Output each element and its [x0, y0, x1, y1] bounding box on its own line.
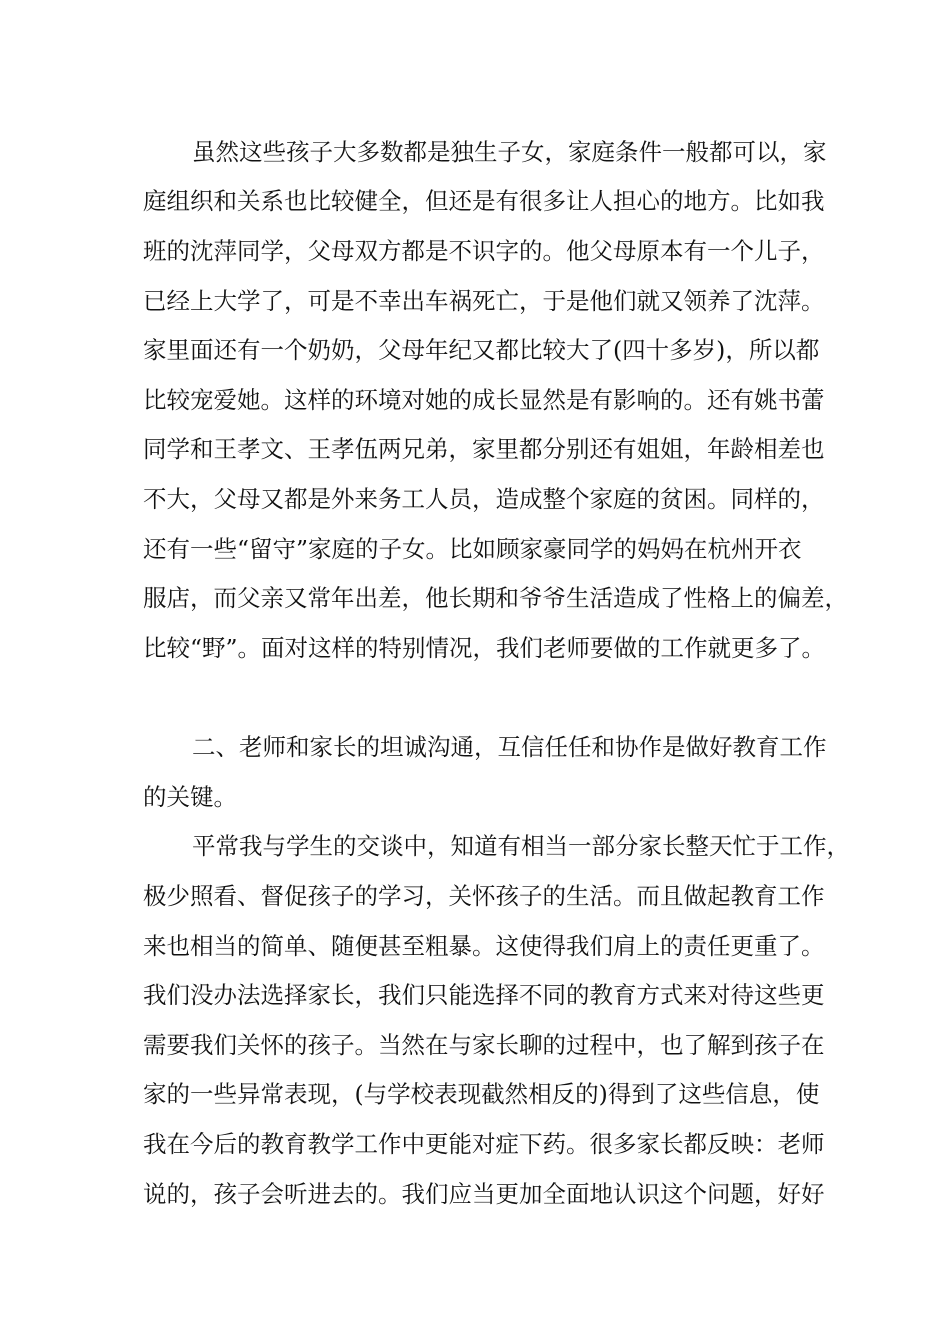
section-heading-line: 二、老师和家长的坦诚沟通，互信任任和协作是做好教育工作 — [192, 733, 827, 761]
paragraph-2-line: 需要我们关怀的孩子。当然在与家长聊的过程中，也了解到孩子在 — [143, 1031, 825, 1059]
paragraph-1-line: 比较宠爱她。这样的环境对她的成长显然是有影响的。还有姚书蕾 — [143, 386, 825, 414]
paragraph-1-line: 同学和王孝文、王孝伍两兄弟，家里都分别还有姐姐，年龄相差也 — [143, 435, 825, 463]
paragraph-1-line: 庭组织和关系也比较健全，但还是有很多让人担心的地方。比如我 — [143, 187, 825, 215]
section-heading-line: 的关键。 — [143, 783, 237, 811]
paragraph-1-line: 服店，而父亲又常年出差，他长期和爷爷生活造成了性格上的偏差， — [143, 584, 848, 612]
paragraph-2-line: 平常我与学生的交谈中，知道有相当一部分家长整天忙于工作， — [192, 832, 850, 860]
paragraph-2-line: 极少照看、督促孩子的学习，关怀孩子的生活。而且做起教育工作 — [143, 882, 825, 910]
paragraph-1-line: 班的沈萍同学，父母双方都是不识字的。他父母原本有一个儿子， — [143, 237, 825, 265]
paragraph-1-line: 已经上大学了，可是不幸出车祸死亡，于是他们就又领养了沈萍。 — [143, 287, 825, 315]
paragraph-1-line: 家里面还有一个奶奶，父母年纪又都比较大了(四十多岁)，所以都 — [143, 336, 820, 364]
paragraph-2-line: 我们没办法选择家长，我们只能选择不同的教育方式来对待这些更 — [143, 981, 825, 1009]
paragraph-2-line: 我在今后的教育教学工作中更能对症下药。很多家长都反映：老师 — [143, 1130, 825, 1158]
paragraph-2-line: 说的，孩子会听进去的。我们应当更加全面地认识这个问题，好好 — [143, 1180, 825, 1208]
paragraph-1-line: 不大，父母又都是外来务工人员，造成整个家庭的贫困。同样的， — [143, 485, 825, 513]
paragraph-2-line: 家的一些异常表现，(与学校表现截然相反的)得到了这些信息，使 — [143, 1080, 820, 1108]
paragraph-2-line: 来也相当的简单、随便甚至粗暴。这使得我们肩上的责任更重了。 — [143, 932, 825, 960]
paragraph-1-line: 比较“野”。面对这样的特别情况，我们老师要做的工作就更多了。 — [143, 634, 826, 662]
paragraph-1-line: 还有一些“留守”家庭的子女。比如顾家豪同学的妈妈在杭州开衣 — [143, 535, 802, 563]
paragraph-1-line: 虽然这些孩子大多数都是独生子女，家庭条件一般都可以，家 — [192, 138, 827, 166]
